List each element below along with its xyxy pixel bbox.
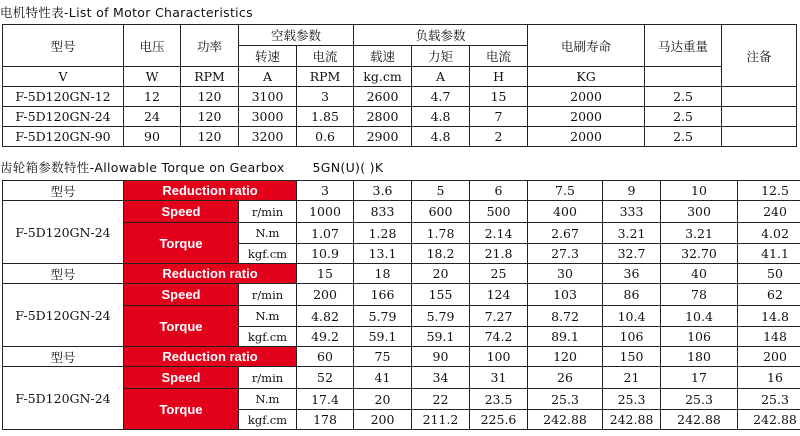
gear-model-label: 型号 bbox=[3, 264, 124, 284]
torque-kgf-value-cell: 148 bbox=[738, 327, 800, 347]
speed-row bbox=[3, 284, 800, 306]
ratio-value-cell: 150 bbox=[603, 347, 661, 367]
motor-value-cell: 12 bbox=[124, 87, 181, 107]
ratio-value-cell: 10 bbox=[661, 181, 738, 201]
speed-value-cell: 52 bbox=[297, 367, 354, 389]
torque-nm-value-cell: 1.28 bbox=[354, 223, 412, 244]
ratio-value-cell: 25 bbox=[470, 264, 528, 284]
torque-kgf-value-cell: 27.3 bbox=[528, 244, 603, 264]
speed-value-cell: 62 bbox=[738, 284, 800, 306]
motor-value-cell: 4.8 bbox=[412, 127, 470, 147]
motor-value-cell: 2.5 bbox=[645, 87, 722, 107]
speed-value-cell: 124 bbox=[470, 284, 528, 306]
speed-value-cell: 41 bbox=[354, 367, 412, 389]
torque-kgf-value-cell: 21.8 bbox=[470, 244, 528, 264]
ratio-row bbox=[3, 181, 800, 201]
torque-kgf-value-cell: 59.1 bbox=[412, 327, 470, 347]
speed-label: Speed bbox=[124, 284, 239, 306]
torque-nm-unit: N.m bbox=[239, 223, 297, 244]
gear-model-label: 型号 bbox=[3, 181, 124, 201]
motor-value-cell: 2000 bbox=[528, 87, 645, 107]
motor-value-cell: 24 bbox=[124, 107, 181, 127]
torque-nm-value-cell: 25.3 bbox=[738, 389, 800, 410]
torque-nm-value-cell: 17.4 bbox=[297, 389, 354, 410]
gear-model-label: 型号 bbox=[3, 347, 124, 367]
torque-kgf-value-cell: 242.88 bbox=[603, 410, 661, 430]
speed-value-cell: 155 bbox=[412, 284, 470, 306]
header-brush-life: 电刷寿命 bbox=[528, 25, 645, 67]
gear-model-cell: F-5D120GN-24 bbox=[3, 201, 124, 264]
motor-value-cell: 120 bbox=[181, 107, 239, 127]
ratio-value-cell: 3 bbox=[297, 181, 354, 201]
motor-value-cell: 4.7 bbox=[412, 87, 470, 107]
motor-characteristics-table bbox=[2, 24, 797, 147]
speed-value-cell: 166 bbox=[354, 284, 412, 306]
ratio-value-cell: 60 bbox=[297, 347, 354, 367]
header-weight: 马达重量 bbox=[645, 25, 722, 67]
torque-kgf-value-cell: 242.88 bbox=[528, 410, 603, 430]
ratio-value-cell: 6 bbox=[470, 181, 528, 201]
motor-value-cell bbox=[722, 87, 797, 107]
torque-nm-value-cell: 5.79 bbox=[412, 306, 470, 327]
torque-nm-value-cell: 8.72 bbox=[528, 306, 603, 327]
torque-nm-value-cell: 20 bbox=[354, 389, 412, 410]
table-row bbox=[3, 127, 797, 147]
torque-kgf-value-cell: 211.2 bbox=[412, 410, 470, 430]
ratio-value-cell: 5 bbox=[412, 181, 470, 201]
header-speed: 转速 bbox=[239, 46, 297, 67]
torque-nm-value-cell: 10.4 bbox=[603, 306, 661, 327]
header-torque: 力矩 bbox=[412, 46, 470, 67]
ratio-value-cell: 7.5 bbox=[528, 181, 603, 201]
torque-kgf-value-cell: 106 bbox=[603, 327, 661, 347]
torque-nm-value-cell: 2.14 bbox=[470, 223, 528, 244]
torque-kgf-value-cell: 13.1 bbox=[354, 244, 412, 264]
unit-cell: A bbox=[412, 67, 470, 87]
torque-kgf-value-cell: 200 bbox=[354, 410, 412, 430]
torque-nm-value-cell: 2.67 bbox=[528, 223, 603, 244]
torque-nm-value-cell: 22 bbox=[412, 389, 470, 410]
torque-nm-value-cell: 10.4 bbox=[661, 306, 738, 327]
torque-kgf-value-cell: 89.1 bbox=[528, 327, 603, 347]
unit-cell: V bbox=[3, 67, 124, 87]
header-note: 注备 bbox=[722, 25, 797, 87]
motor-value-cell: 1.85 bbox=[297, 107, 354, 127]
torque-nm-value-cell: 1.07 bbox=[297, 223, 354, 244]
speed-value-cell: 500 bbox=[470, 201, 528, 223]
speed-value-cell: 16 bbox=[738, 367, 800, 389]
speed-label: Speed bbox=[124, 367, 239, 389]
gearbox-title-suffix: 5GN(U)( )K bbox=[312, 160, 384, 175]
unit-cell: H bbox=[470, 67, 528, 87]
torque-kgf-value-cell: 32.70 bbox=[661, 244, 738, 264]
motor-value-cell: 7 bbox=[470, 107, 528, 127]
header-current: 电流 bbox=[297, 46, 354, 67]
torque-nm-value-cell: 14.8 bbox=[738, 306, 800, 327]
speed-value-cell: 833 bbox=[354, 201, 412, 223]
speed-value-cell: 34 bbox=[412, 367, 470, 389]
speed-unit: r/min bbox=[239, 284, 297, 306]
motor-value-cell: 3000 bbox=[239, 107, 297, 127]
ratio-value-cell: 30 bbox=[528, 264, 603, 284]
torque-kgf-value-cell: 59.1 bbox=[354, 327, 412, 347]
torque-label: Torque bbox=[124, 389, 239, 430]
speed-value-cell: 200 bbox=[297, 284, 354, 306]
unit-cell: RPM bbox=[181, 67, 239, 87]
motor-rows bbox=[3, 87, 797, 147]
reduction-ratio-label: Reduction ratio bbox=[124, 347, 297, 367]
motor-value-cell: 120 bbox=[181, 127, 239, 147]
ratio-row bbox=[3, 264, 800, 284]
speed-value-cell: 78 bbox=[661, 284, 738, 306]
motor-value-cell: 120 bbox=[181, 87, 239, 107]
speed-row bbox=[3, 201, 800, 223]
motor-model-cell: F-5D120GN-90 bbox=[3, 127, 124, 147]
unit-cell: kg.cm bbox=[354, 67, 412, 87]
speed-value-cell: 600 bbox=[412, 201, 470, 223]
ratio-value-cell: 20 bbox=[412, 264, 470, 284]
motor-value-cell: 0.6 bbox=[297, 127, 354, 147]
reduction-ratio-label: Reduction ratio bbox=[124, 181, 297, 201]
table-row bbox=[3, 87, 797, 107]
header-load-speed: 载速 bbox=[354, 46, 412, 67]
torque-kgf-value-cell: 178 bbox=[297, 410, 354, 430]
torque-kgf-unit: kgf.cm bbox=[239, 244, 297, 264]
ratio-value-cell: 100 bbox=[470, 347, 528, 367]
motor-value-cell: 2 bbox=[470, 127, 528, 147]
table-row bbox=[3, 107, 797, 127]
speed-value-cell: 21 bbox=[603, 367, 661, 389]
speed-value-cell: 300 bbox=[661, 201, 738, 223]
torque-kgf-value-cell: 32.7 bbox=[603, 244, 661, 264]
torque-nm-value-cell: 23.5 bbox=[470, 389, 528, 410]
speed-value-cell: 1000 bbox=[297, 201, 354, 223]
ratio-value-cell: 3.6 bbox=[354, 181, 412, 201]
torque-kgf-value-cell: 18.2 bbox=[412, 244, 470, 264]
motor-value-cell: 4.8 bbox=[412, 107, 470, 127]
torque-nm-value-cell: 7.27 bbox=[470, 306, 528, 327]
torque-nm-value-cell: 4.02 bbox=[738, 223, 800, 244]
speed-value-cell: 26 bbox=[528, 367, 603, 389]
ratio-value-cell: 180 bbox=[661, 347, 738, 367]
header-voltage: 电压 bbox=[124, 25, 181, 67]
unit-cell: RPM bbox=[297, 67, 354, 87]
speed-value-cell: 103 bbox=[528, 284, 603, 306]
header-no-load: 空载参数 bbox=[239, 25, 354, 46]
motor-value-cell: 2800 bbox=[354, 107, 412, 127]
torque-nm-value-cell: 1.78 bbox=[412, 223, 470, 244]
unit-cell: KG bbox=[528, 67, 645, 87]
header-power: 功率 bbox=[181, 25, 239, 67]
ratio-value-cell: 200 bbox=[738, 347, 800, 367]
motor-value-cell: 2900 bbox=[354, 127, 412, 147]
torque-nm-value-cell: 3.21 bbox=[661, 223, 738, 244]
ratio-value-cell: 15 bbox=[297, 264, 354, 284]
motor-value-cell: 2.5 bbox=[645, 127, 722, 147]
motor-value-cell: 15 bbox=[470, 87, 528, 107]
torque-nm-value-cell: 3.21 bbox=[603, 223, 661, 244]
motor-value-cell: 3200 bbox=[239, 127, 297, 147]
motor-value-cell: 90 bbox=[124, 127, 181, 147]
torque-kgf-value-cell: 41.1 bbox=[738, 244, 800, 264]
motor-value-cell bbox=[722, 127, 797, 147]
torque-kgf-unit: kgf.cm bbox=[239, 410, 297, 430]
torque-nm-value-cell: 5.79 bbox=[354, 306, 412, 327]
torque-label: Torque bbox=[124, 223, 239, 264]
speed-value-cell: 31 bbox=[470, 367, 528, 389]
gear-model-cell: F-5D120GN-24 bbox=[3, 284, 124, 347]
ratio-value-cell: 40 bbox=[661, 264, 738, 284]
motor-value-cell: 2000 bbox=[528, 127, 645, 147]
header-model: 型号 bbox=[3, 25, 124, 67]
motor-table-title: 电机特性表-List of Motor Characteristics bbox=[0, 5, 253, 20]
motor-value-cell bbox=[722, 107, 797, 127]
torque-kgf-unit: kgf.cm bbox=[239, 327, 297, 347]
gear-model-cell: F-5D120GN-24 bbox=[3, 367, 124, 430]
unit-cell: A bbox=[239, 67, 297, 87]
speed-value-cell: 333 bbox=[603, 201, 661, 223]
speed-unit: r/min bbox=[239, 367, 297, 389]
torque-kgf-value-cell: 106 bbox=[661, 327, 738, 347]
torque-kgf-value-cell: 242.88 bbox=[738, 410, 800, 430]
ratio-row bbox=[3, 347, 800, 367]
unit-cell: W bbox=[124, 67, 181, 87]
gearbox-title-text: 齿轮箱参数特性-Allowable Torque on Gearbox bbox=[0, 160, 285, 175]
reduction-ratio-label: Reduction ratio bbox=[124, 264, 297, 284]
ratio-value-cell: 90 bbox=[412, 347, 470, 367]
speed-value-cell: 240 bbox=[738, 201, 800, 223]
torque-kgf-value-cell: 10.9 bbox=[297, 244, 354, 264]
torque-kgf-value-cell: 74.2 bbox=[470, 327, 528, 347]
torque-label: Torque bbox=[124, 306, 239, 347]
gearbox-table-title bbox=[0, 158, 383, 178]
speed-label: Speed bbox=[124, 201, 239, 223]
speed-value-cell: 400 bbox=[528, 201, 603, 223]
ratio-value-cell: 9 bbox=[603, 181, 661, 201]
torque-kgf-value-cell: 242.88 bbox=[661, 410, 738, 430]
motor-model-cell: F-5D120GN-24 bbox=[3, 107, 124, 127]
motor-model-cell: F-5D120GN-12 bbox=[3, 87, 124, 107]
torque-nm-value-cell: 25.3 bbox=[603, 389, 661, 410]
motor-value-cell: 2600 bbox=[354, 87, 412, 107]
torque-kgf-value-cell: 225.6 bbox=[470, 410, 528, 430]
motor-value-cell: 3 bbox=[297, 87, 354, 107]
torque-nm-unit: N.m bbox=[239, 389, 297, 410]
speed-unit: r/min bbox=[239, 201, 297, 223]
torque-nm-value-cell: 25.3 bbox=[661, 389, 738, 410]
header-load: 负载参数 bbox=[354, 25, 528, 46]
ratio-value-cell: 120 bbox=[528, 347, 603, 367]
torque-nm-value-cell: 25.3 bbox=[528, 389, 603, 410]
gearbox-torque-table bbox=[2, 180, 800, 430]
speed-row bbox=[3, 367, 800, 389]
ratio-value-cell: 50 bbox=[738, 264, 800, 284]
gearbox-rows bbox=[3, 181, 800, 430]
ratio-value-cell: 12.5 bbox=[738, 181, 800, 201]
header-load-current: 电流 bbox=[470, 46, 528, 67]
motor-value-cell: 3100 bbox=[239, 87, 297, 107]
ratio-value-cell: 18 bbox=[354, 264, 412, 284]
motor-value-cell: 2000 bbox=[528, 107, 645, 127]
motor-value-cell: 2.5 bbox=[645, 107, 722, 127]
torque-nm-unit: N.m bbox=[239, 306, 297, 327]
ratio-value-cell: 75 bbox=[354, 347, 412, 367]
torque-kgf-value-cell: 49.2 bbox=[297, 327, 354, 347]
speed-value-cell: 17 bbox=[661, 367, 738, 389]
speed-value-cell: 86 bbox=[603, 284, 661, 306]
ratio-value-cell: 36 bbox=[603, 264, 661, 284]
torque-nm-value-cell: 4.82 bbox=[297, 306, 354, 327]
